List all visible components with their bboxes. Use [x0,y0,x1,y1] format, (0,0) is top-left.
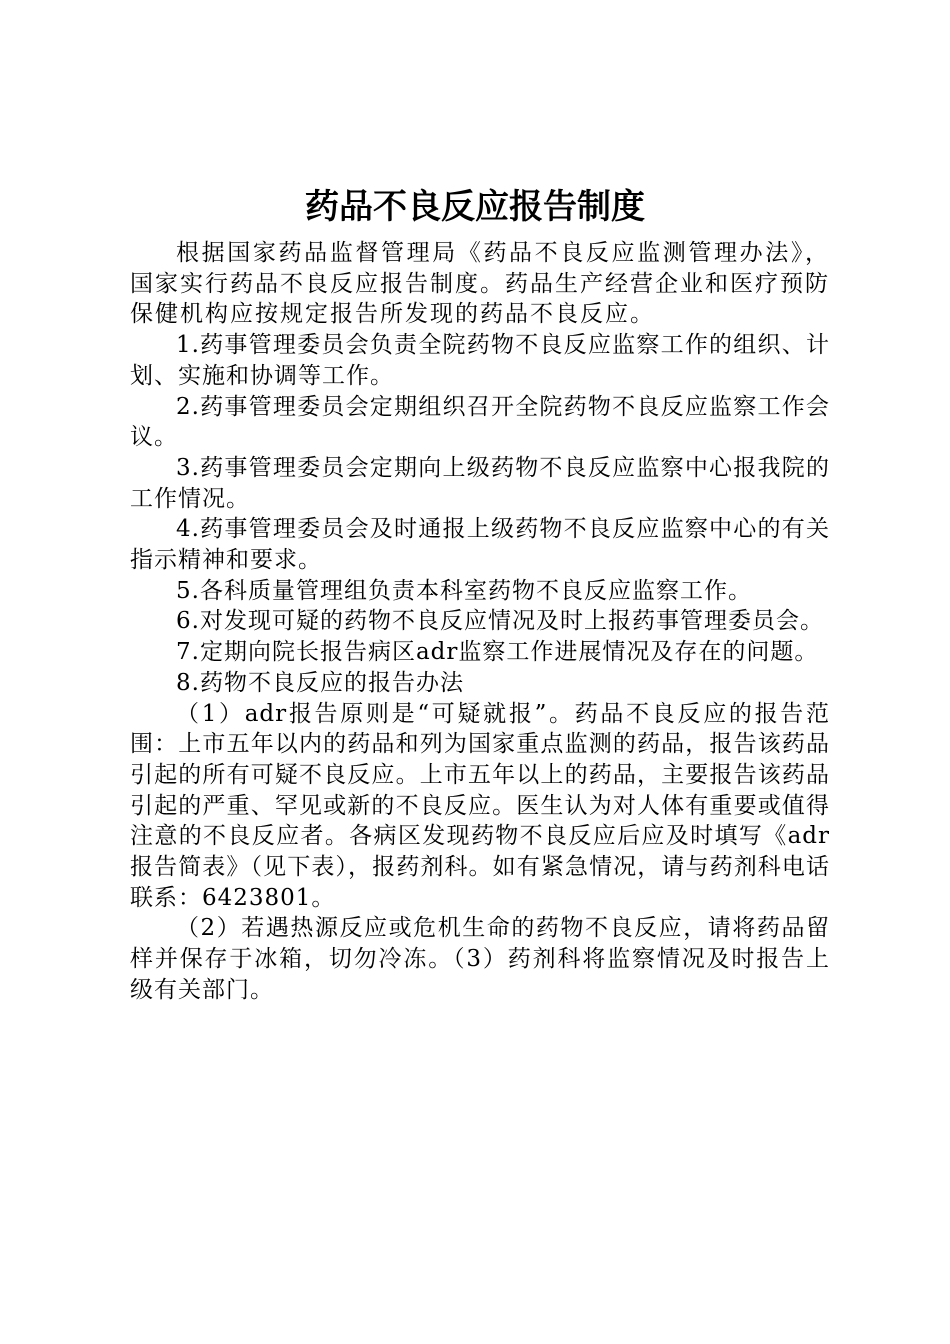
document-title: 药品不良反应报告制度 [305,187,645,227]
report-method-1-paragraph: （1）adr报告原则是“可疑就报”。药品不良反应的报告范围：上市五年以内的药品和列为国家重点监测的药品，报告该药品引起的所有可疑不良反应。上市五年以上的药品，主要报告该药品引起的严重、罕见或新的不良反应。医生认为对人体有重要或值得注意的不良反应者。各病区发现药物不良反应后应及时填写《adr报告简表》（见下表），报药剂科。如有紧急情况，请与药剂科电话联系：6423801。 [130,700,830,911]
rule-2-paragraph: 2.药事管理委员会定期组织召开全院药物不良反应监察工作会议。 [130,393,830,451]
report-method-2-3-paragraph: （2）若遇热源反应或危机生命的药物不良反应，请将药品留样并保存于冰箱，切勿冷冻。（3）药剂科将监察情况及时报告上级有关部门。 [130,915,830,1003]
rule-1-paragraph: 1.药事管理委员会负责全院药物不良反应监察工作的组织、计划、实施和协调等工作。 [130,332,830,389]
rule-3-paragraph: 3.药事管理委员会定期向上级药物不良反应监察中心报我院的工作情况。 [130,454,830,512]
rule-4-paragraph: 4.药事管理委员会及时通报上级药物不良反应监察中心的有关指示精神和要求。 [130,516,830,574]
intro-paragraph: 根据国家药品监督管理局《药品不良反应监测管理办法》，国家实行药品不良反应报告制度。药品生产经营企业和医疗预防保健机构应按规定报告所发现的药品不良反应。 [130,240,830,328]
document-body [130,238,830,1006]
rule-8-heading: 8.药物不良反应的报告办法 [176,669,464,696]
rule-6-paragraph: 6.对发现可疑的药物不良反应情况及时上报药事管理委员会。 [176,608,824,635]
rule-5-paragraph: 5.各科质量管理组负责本科室药物不良反应监察工作。 [176,577,752,604]
rule-7-paragraph: 7.定期向院长报告病区adr监察工作进展情况及存在的问题。 [176,639,819,666]
